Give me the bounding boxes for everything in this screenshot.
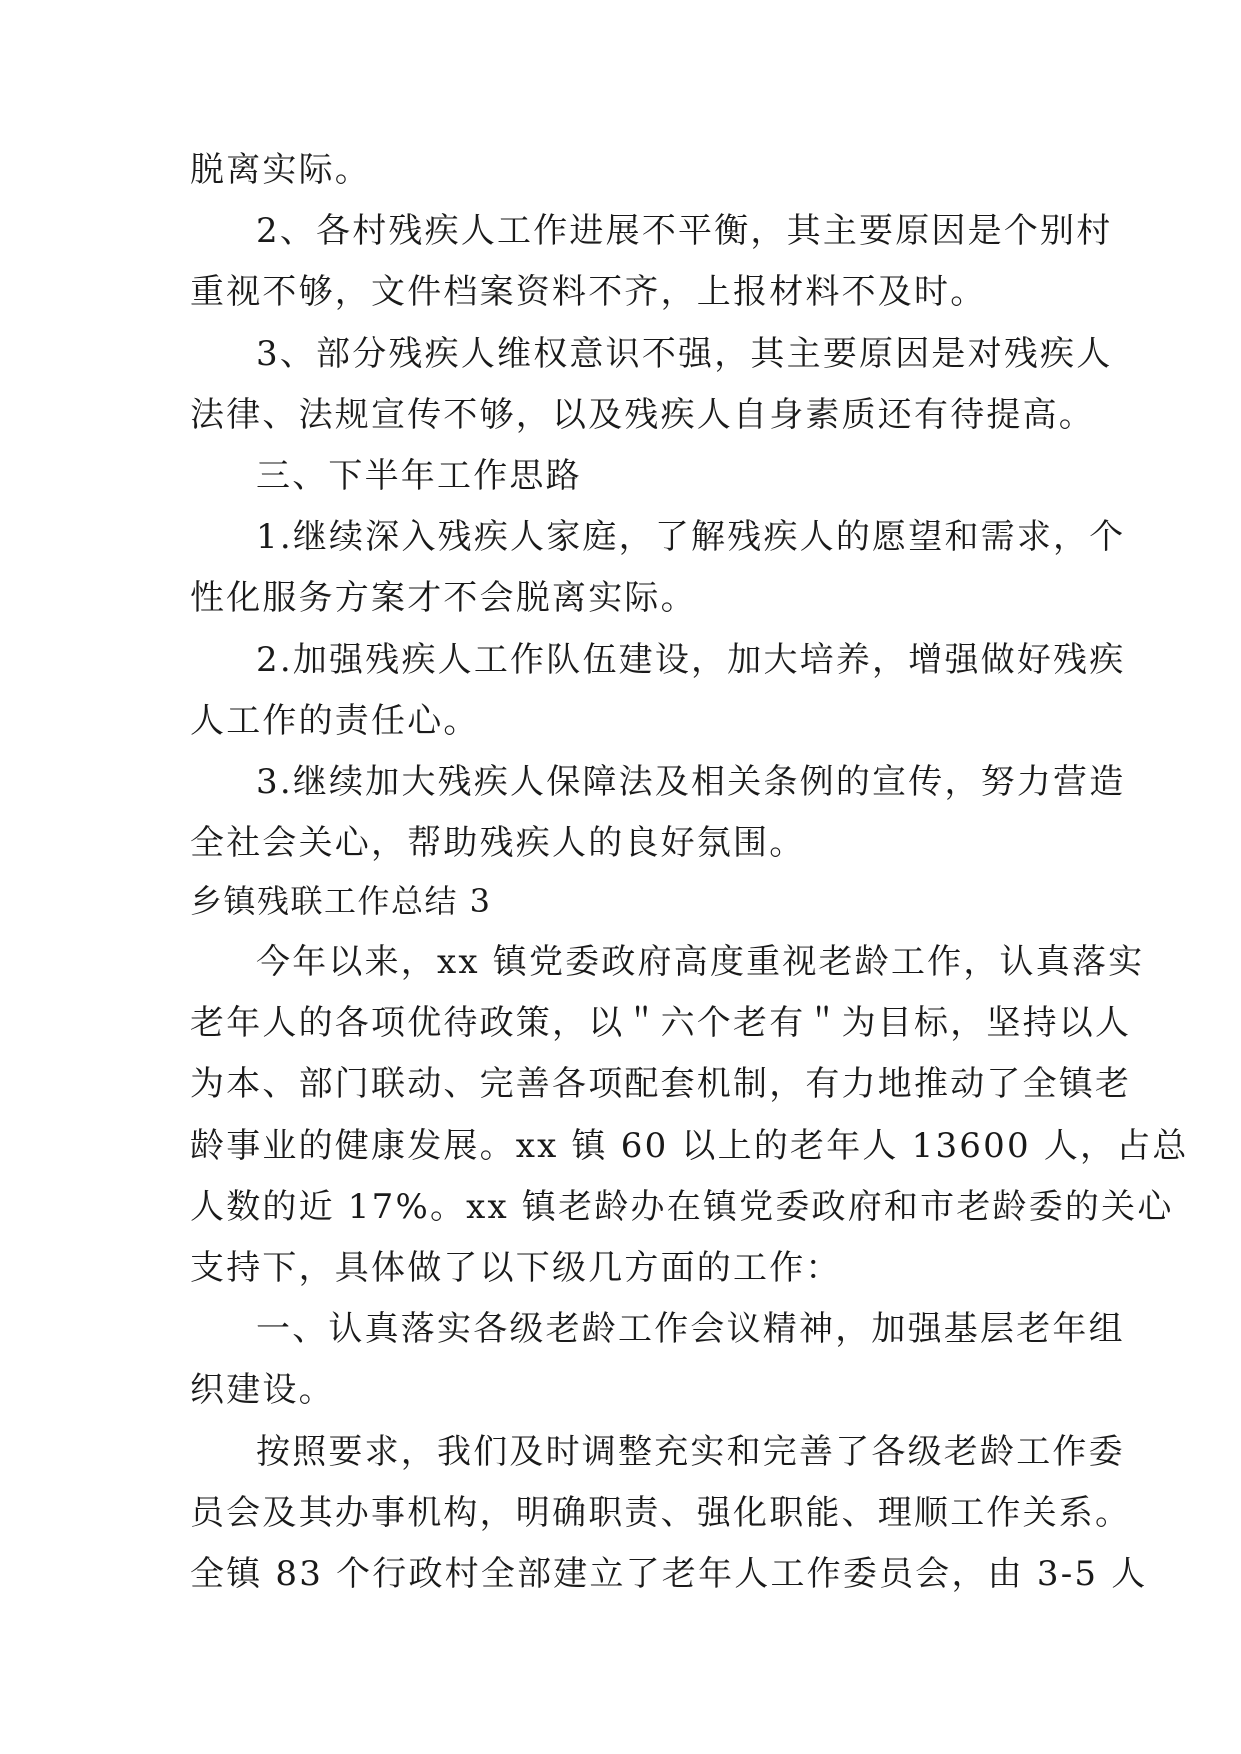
paragraph-line: 为本、部门联动、完善各项配套机制，有力地推动了全镇老: [190, 1064, 1132, 1104]
section-heading: 三、下半年工作思路: [256, 456, 582, 496]
paragraph-line: 2.加强残疾人工作队伍建设，加大培养，增强做好残疾: [256, 640, 1126, 680]
paragraph-line: 3、部分残疾人维权意识不强，其主要原因是对残疾人: [256, 334, 1113, 374]
paragraph-line: 龄事业的健康发展。xx 镇 60 以上的老年人 13600 人，占总: [190, 1126, 1189, 1166]
paragraph-line: 织建设。: [190, 1370, 335, 1410]
paragraph-line: 全镇 83 个行政村全部建立了老年人工作委员会，由 3-5 人: [190, 1554, 1148, 1594]
paragraph-line: 人数的近 17%。xx 镇老龄办在镇党委政府和市老龄委的关心: [190, 1187, 1174, 1227]
paragraph-line: 性化服务方案才不会脱离实际。: [190, 578, 697, 618]
paragraph-line: 全社会关心，帮助残疾人的良好氛围。: [190, 823, 806, 863]
paragraph-line: 人工作的责任心。: [190, 701, 480, 741]
paragraph-line: 今年以来，xx 镇党委政府高度重视老龄工作，认真落实: [256, 942, 1145, 982]
document-title: 乡镇残联工作总结 3: [190, 882, 492, 920]
paragraph-line: 2、各村残疾人工作进展不平衡，其主要原因是个别村: [256, 211, 1113, 251]
paragraph-line: 支持下，具体做了以下级几方面的工作：: [190, 1248, 842, 1288]
paragraph-line: 按照要求，我们及时调整充实和完善了各级老龄工作委: [256, 1432, 1125, 1472]
paragraph-line: 1.继续深入残疾人家庭，了解残疾人的愿望和需求，个: [256, 517, 1126, 557]
section-heading: 一、认真落实各级老龄工作会议精神，加强基层老年组: [256, 1309, 1125, 1349]
paragraph-line: 重视不够，文件档案资料不齐，上报材料不及时。: [190, 272, 987, 312]
paragraph-line: 3.继续加大残疾人保障法及相关条例的宣传，努力营造: [256, 762, 1126, 802]
paragraph-line: 脱离实际。: [190, 150, 371, 190]
paragraph-line: 员会及其办事机构，明确职责、强化职能、理顺工作关系。: [190, 1493, 1132, 1533]
paragraph-line: 法律、法规宣传不够，以及残疾人自身素质还有待提高。: [190, 395, 1095, 435]
paragraph-line: 老年人的各项优待政策，以＂六个老有＂为目标，坚持以人: [190, 1003, 1132, 1043]
